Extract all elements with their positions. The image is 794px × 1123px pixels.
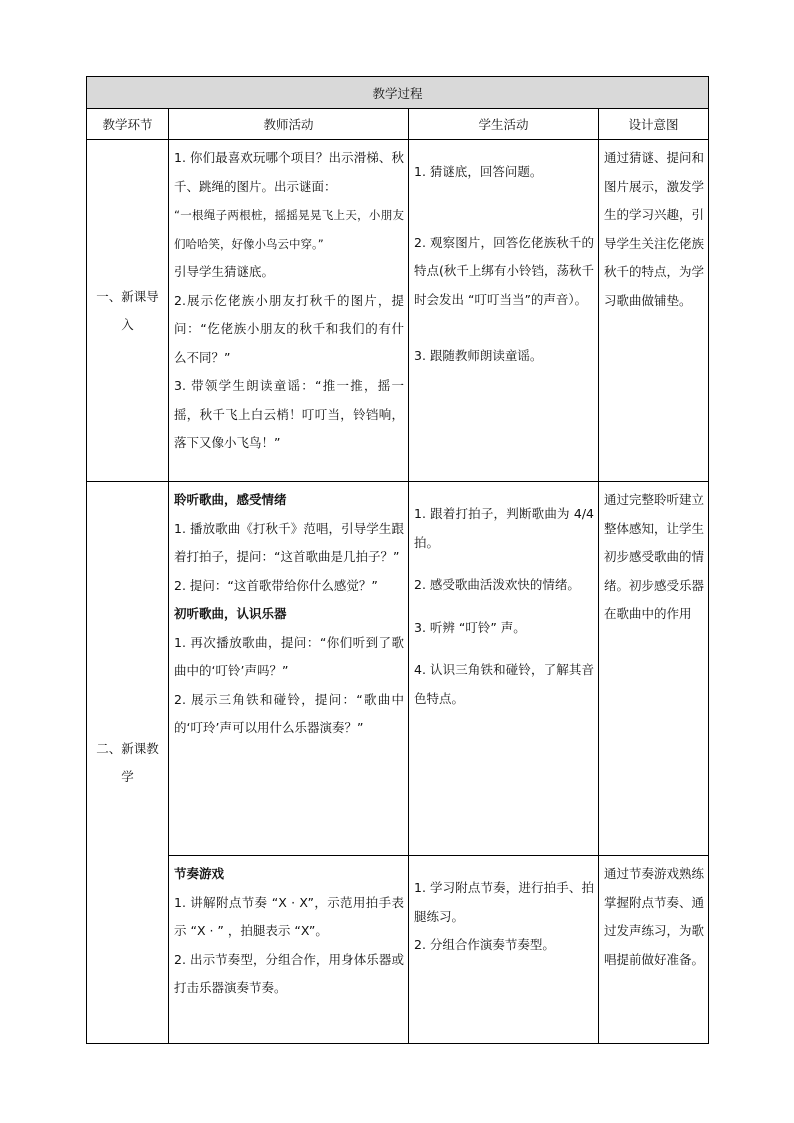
teacher-item: 1. 讲解附点节奏 “X · X”，示范用拍手表示 “X · ” ，拍腿表示 “X”。 xyxy=(174,894,404,938)
intent-cell: 通过猜谜、提问和图片展示，激发学生的学习兴趣，引导学生关注仡佬族秋千的特点，为学习歌曲做铺垫。 xyxy=(599,140,709,482)
header-intent: 设计意图 xyxy=(599,109,709,140)
section-heading: 初听歌曲，认识乐器 xyxy=(174,606,287,621)
student-item: 3. 跟随教师朗读童谣。 xyxy=(414,348,543,363)
student-item: 1. 学习附点节奏，进行拍手、拍腿练习。 xyxy=(414,880,594,924)
teacher-item: 1. 你们最喜欢玩哪个项目？出示滑梯、秋千、跳绳的图片。出示谜面： xyxy=(174,150,404,194)
student-item: 3. 听辨 “叮铃” 声。 xyxy=(414,619,526,635)
teacher-activity-cell xyxy=(169,140,409,482)
student-activity-cell xyxy=(409,856,599,1044)
table-title: 教学过程 xyxy=(87,77,709,109)
student-activity-cell xyxy=(409,140,599,482)
table-row xyxy=(87,856,709,1044)
teacher-activity-cell xyxy=(169,482,409,856)
teacher-activity-cell xyxy=(169,856,409,1044)
teacher-item: 2. 展示三角铁和碰铃，提问：“歌曲中的‘叮玲’声可以用什么乐器演奏？” xyxy=(174,691,404,735)
table-row xyxy=(87,140,709,482)
student-item: 2. 分组合作演奏节奏型。 xyxy=(414,937,555,952)
teaching-process-table xyxy=(86,76,709,1044)
header-stage: 教学环节 xyxy=(87,109,169,140)
teacher-item: 2. 提问：“这首歌带给你什么感觉？” xyxy=(174,577,378,593)
teacher-item: 1. 播放歌曲《打秋千》范唱，引导学生跟着打拍子，提问：“这首歌曲是几拍子？” xyxy=(174,520,404,564)
riddle-text: “一根绳子两根桩，摇摇晃晃飞上天，小朋友们哈哈笑，好像小鸟云中穿。” xyxy=(174,208,404,251)
intent-cell: 通过完整聆听建立整体感知，让学生初步感受歌曲的情绪。初步感受乐器在歌曲中的作用 xyxy=(599,482,709,856)
student-item: 1. 跟着打拍子，判断歌曲为 4/4 拍。 xyxy=(414,506,594,550)
table-row xyxy=(87,482,709,856)
header-teacher: 教师活动 xyxy=(169,109,409,140)
teacher-item: 1. 再次播放歌曲，提问：“你们听到了歌曲中的‘叮铃’声吗？” xyxy=(174,634,404,678)
student-item: 4. 认识三角铁和碰铃，了解其音色特点。 xyxy=(414,662,594,706)
teacher-item: 2. 出示节奏型，分组合作，用身体乐器或打击乐器演奏节奏。 xyxy=(174,951,404,995)
teacher-item: 引导学生猜谜底。 xyxy=(174,264,275,279)
stage-cell: 二、新课教学 xyxy=(87,482,169,1044)
student-item: 2. 感受歌曲活泼欢快的情绪。 xyxy=(414,577,580,592)
student-item: 1. 猜谜底，回答问题。 xyxy=(414,164,543,179)
teacher-item: 3. 带领学生朗读童谣：“推一推，摇一摇，秋千飞上白云梢！叮叮当，铃铛响，落下又像小飞鸟！” xyxy=(174,378,404,450)
header-student: 学生活动 xyxy=(409,109,599,140)
intent-cell: 通过节奏游戏熟练掌握附点节奏、通过发声练习，为歌唱提前做好准备。 xyxy=(599,856,709,1044)
student-item: 2. 观察图片，回答仡佬族秋千的特点(秋千上绑有小铃铛，荡秋千时会发出 “叮叮当当”的声音）。 xyxy=(414,234,594,307)
stage-cell: 一、新课导入 xyxy=(87,140,169,482)
section-heading: 节奏游戏 xyxy=(174,866,225,881)
student-activity-cell xyxy=(409,482,599,856)
section-heading: 聆听歌曲，感受情绪 xyxy=(174,492,287,507)
teacher-item: 2.展示仡佬族小朋友打秋千的图片，提问：“仡佬族小朋友的秋千和我们的有什么不同？” xyxy=(174,292,404,365)
